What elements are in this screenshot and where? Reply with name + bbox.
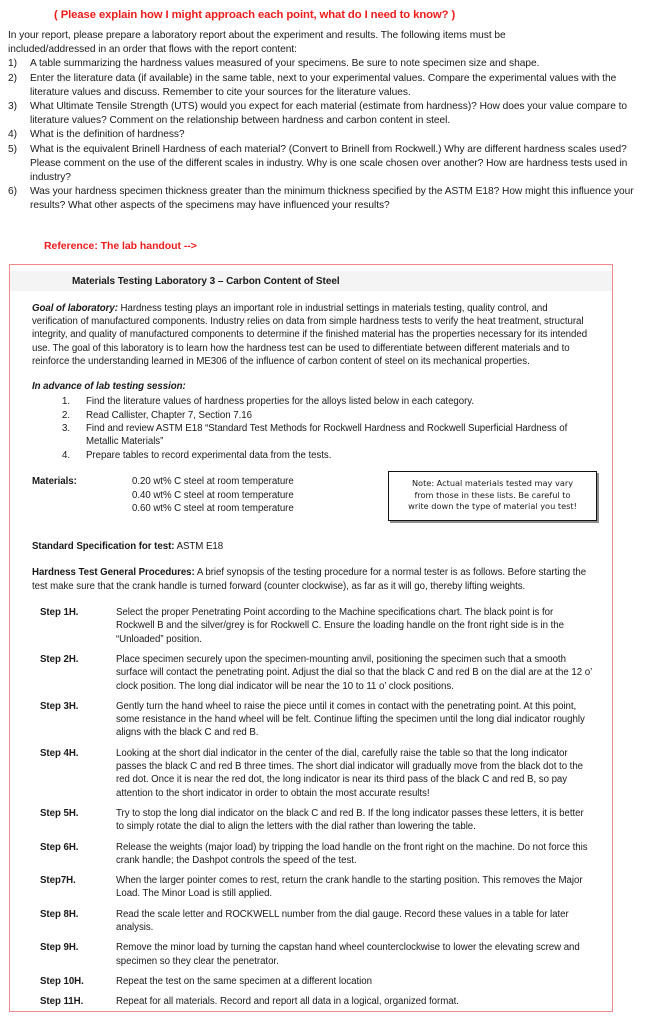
list-item-number: 6) [8, 186, 17, 198]
list-item-number: 3. [62, 423, 70, 435]
goal-label: Goal of laboratory: [32, 303, 118, 314]
list-item [32, 449, 594, 462]
handout-title-band [10, 271, 612, 291]
note-line: write down the type of material you test! [408, 501, 577, 512]
materials-block [32, 475, 594, 527]
list-item-text: A table summarizing the hardness values measured of your specimens. Be sure to note specimen size and shape. [30, 58, 540, 70]
list-item [8, 100, 647, 128]
step-text: When the larger pointer comes to rest, return the crank handle to the starting position. This removes the Major Load. The Minor Load is still applied. [116, 875, 583, 900]
step-row [32, 941, 594, 968]
advance-section-heading: In advance of lab testing session: [32, 381, 186, 393]
assignment-requirements-list [0, 57, 661, 213]
step-text: Release the weights (major load) by tripping the load handle on the front right on the machine. Do not force this crank handle; the Dashpot controls the speed of the test. [116, 841, 588, 866]
step-row [32, 606, 594, 646]
list-item-text: Was your hardness specimen thickness greater than the minimum thickness specified by the ASTM E18? How might this influence your results? What other aspects of the specimens may have influenced your results? [30, 186, 634, 212]
list-item-text: What is the equivalent Brinell Hardness of each material? (Convert to Brinell from Rockwell.) Why are different hardness scales used? Please comment on the use of the different scales in industry. Why is one scale chosen over another? How are hardness tests used in industry? [30, 143, 628, 184]
list-item-text: Find the literature values of hardness properties for the alloys listed below in each category. [86, 396, 475, 408]
list-item-number: 2) [8, 72, 17, 84]
procedures-intro [32, 566, 594, 593]
materials-note-box [388, 471, 597, 521]
step-label: Step 8H. [40, 908, 79, 920]
list-item-number: 1. [62, 396, 70, 408]
step-text: Repeat the test on the same specimen at a different location [116, 975, 372, 987]
step-row [32, 841, 594, 868]
step-label: Step 6H. [40, 841, 79, 853]
material-item: 0.60 wt% C steel at room temperature [132, 503, 294, 515]
step-row [32, 908, 594, 935]
list-item-number: 5) [8, 143, 17, 155]
step-label: Step 9H. [40, 942, 79, 954]
step-text: Place specimen securely upon the specimen-mounting anvil, positioning the specimen such that a smooth surface will contact the penetrating point. Adjust the dial so that the black C and red B on the dial are at the 12 o’ clock position. The long dial indicator will be near the 10 to 11 o’ clock positions. [116, 653, 592, 692]
step-text: Select the proper Penetrating Point according to the Machine specifications chart. The black point is for Rockwell B and the silver/grey is for Rockwell C. Ensure the loading handle on the front right side is in the “Unloaded” position. [116, 607, 564, 645]
list-item [8, 128, 647, 142]
list-item-text: Enter the literature data (if available) in the same table, next to your experimental values. Compare the experimental values with the literature values and discuss. Remember to cite your sources for the literature values. [30, 72, 617, 98]
material-item: 0.40 wt% C steel at room temperature [132, 489, 294, 501]
step-text: Try to stop the long dial indicator on the black C and red B. If the long indicator passes these letters, it is better to simply rotate the dial to align the letters with the dial rather than lowering the table. [116, 807, 584, 833]
step-label: Step 3H. [40, 700, 79, 712]
list-item [8, 185, 647, 213]
list-item-text: Prepare tables to record experimental data from the tests. [86, 449, 332, 461]
standard-specification-value: ASTM E18 [174, 541, 224, 553]
list-item [32, 395, 594, 408]
step-row [32, 700, 594, 740]
procedure-steps [32, 606, 594, 1008]
step-row [32, 975, 594, 988]
list-item [8, 143, 647, 186]
materials-label: Materials: [32, 476, 77, 488]
step-text: Repeat for all materials. Record and report all data in a logical, organized format. [116, 996, 459, 1008]
step-label: Step7H. [40, 875, 76, 887]
list-item-number: 3) [8, 101, 17, 113]
reference-caption: Reference: The lab handout --> [44, 239, 197, 252]
step-row [32, 653, 594, 693]
list-item [32, 422, 594, 449]
list-item-text: Read Callister, Chapter 7, Section 7.16 [86, 409, 252, 421]
lab-handout-box [9, 264, 613, 1012]
list-item-number: 2. [62, 409, 70, 421]
list-item-text: What Ultimate Tensile Strength (UTS) would you expect for each material (estimate from hardness)? How does your value compare to literature values? Comment on the relationship between hardness and carbon content in steel. [30, 101, 628, 127]
step-row [32, 807, 594, 834]
step-label: Step 1H. [40, 607, 79, 619]
assignment-intro [0, 29, 661, 57]
list-item-number: 1) [8, 58, 17, 70]
list-item-number: 4) [8, 129, 17, 141]
goal-text: Hardness testing plays an important role in industrial settings in materials testing, quality control, and verification of manufactured components. Industry relies on data from simple hardness tests to verify the heat treatment, structural integrity, and quality of manufactured components to determine if the finished material has the properties necessary for its intended use. The goal of this laboratory is to learn how the hardness test can be used to differentiate between different materials and to reinforce the understanding learned in ME306 of the influence of carbon content of steel on its mechanical properties. [32, 303, 588, 367]
handout-title: Materials Testing Laboratory 3 – Carbon Content of Steel [72, 276, 340, 287]
step-label: Step 5H. [40, 807, 79, 819]
step-row [32, 995, 594, 1008]
list-item [8, 72, 647, 100]
step-text: Remove the minor load by turning the capstan hand wheel counterclockwise to lower the elevating screw and specimen so they clear the penetrator. [116, 942, 580, 967]
procedures-text: A brief synopsis of the testing procedure for a normal tester is as follows. Before starting the test make sure that the crank handle is turned forward (counter clockwise), as far as it will go, thereby lifting weights. [32, 567, 587, 592]
assignment-intro-line-1: In your report, please prepare a laboratory report about the experiment and results. The following items must be [8, 30, 506, 41]
list-item-number: 4. [62, 449, 70, 461]
lab-handout-content [10, 271, 612, 1008]
step-text: Looking at the short dial indicator in the center of the dial, carefully raise the table so that the long indicator passes the black C and red B three times. The short dial indicator will gradually move from the black dot to the red dot. Once it is near the red dot, the long indicator is near its third pass of the black C and red B, so pay attention to the short indicator in order to obtain the most accurate results! [116, 747, 584, 799]
assignment-intro-line-2: included/addressed in an order that flows with the report content: [8, 44, 297, 56]
note-line: Note: Actual materials tested may vary [411, 478, 574, 489]
step-label: Step 4H. [40, 747, 79, 759]
step-row [32, 747, 594, 800]
step-text: Gently turn the hand wheel to raise the piece until it comes in contact with the penetrating point. At this point, some resistance in the hand wheel will be felt. Continue lifting the specimen until the long dial indicator roughly aligns with the black C and red B. [116, 700, 585, 739]
advance-preparation-list [32, 395, 594, 462]
step-text: Read the scale letter and ROCKWELL number from the dial gauge. Record these values in a table for later analysis. [116, 908, 569, 933]
standard-specification [32, 540, 594, 553]
step-label: Step 11H. [40, 996, 84, 1008]
list-item-text: Find and review ASTM E18 “Standard Test Methods for Rockwell Hardness and Rockwell Superficial Hardness of Metallic Materials” [86, 423, 568, 448]
step-label: Step 2H. [40, 653, 79, 665]
list-item [32, 409, 594, 422]
step-row [32, 874, 594, 901]
goal-paragraph [32, 302, 594, 368]
list-item-text: What is the definition of hardness? [30, 129, 185, 141]
step-label: Step 10H. [40, 975, 84, 987]
standard-specification-label: Standard Specification for test: [32, 541, 175, 553]
note-line: from those in these lists. Be careful to [414, 489, 571, 500]
material-item: 0.20 wt% C steel at room temperature [132, 476, 294, 488]
instructor-note-heading: ( Please explain how I might approach each point, what do I need to know? ) [54, 9, 456, 21]
list-item [8, 57, 647, 71]
procedures-label: Hardness Test General Procedures: [32, 567, 195, 579]
